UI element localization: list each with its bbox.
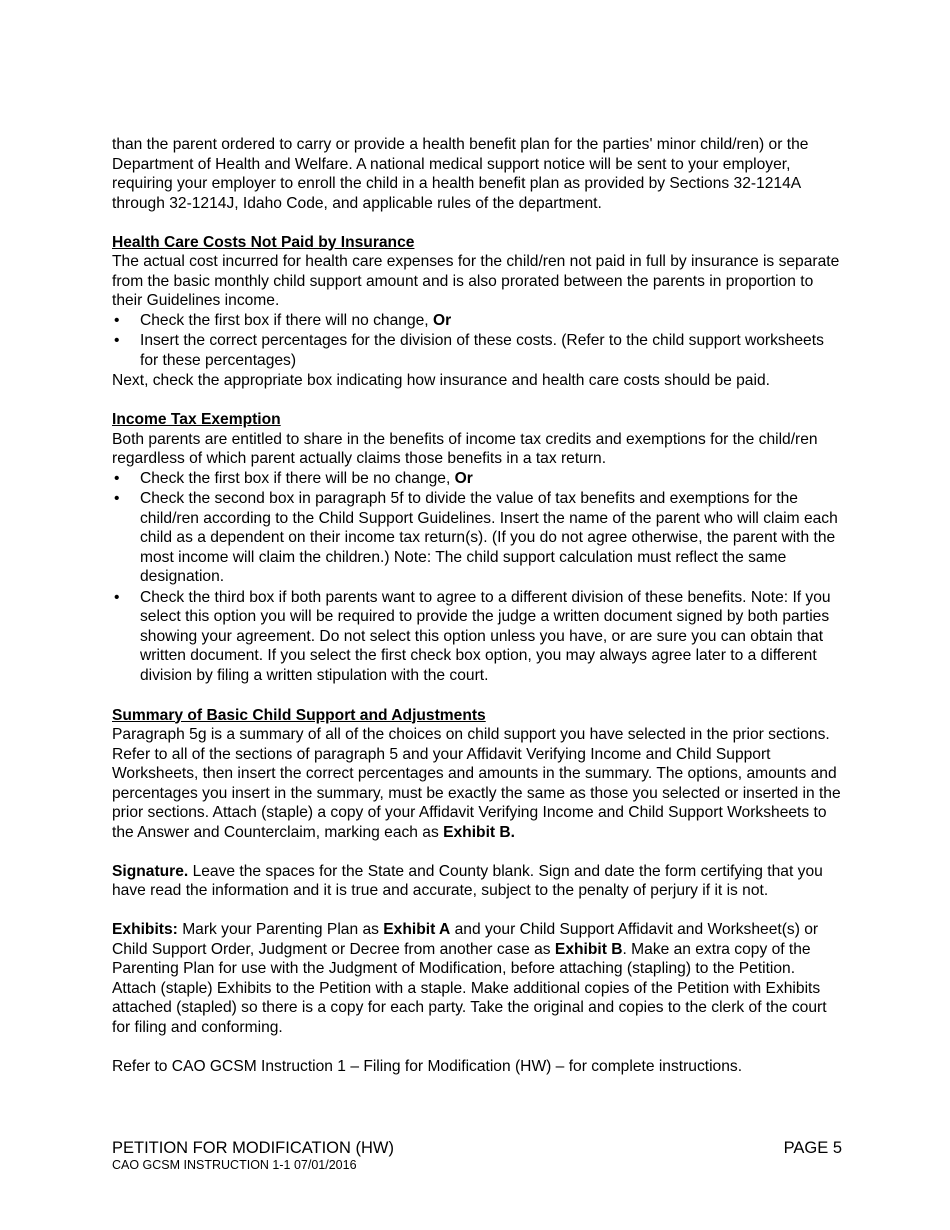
signature-text: Leave the spaces for the State and County blank. Sign and date the form certifying that you have read the information and it is true and accurate, subject to the penalty of perjury if it is not. bbox=[112, 862, 823, 899]
list-item: • Check the third box if both parents want to agree to a different division of these benefits. Note: If you select this option you will be required to provide the judge a written document signed by both parties showing your agreement. Do not select this option unless you have, or are sure you can obtain that written document. If you select the first check box option, you may always agree later to a different division by filing a written stipulation with the court. bbox=[112, 588, 842, 686]
intro-paragraph: than the parent ordered to carry or provide a health benefit plan for the parties' minor child/ren) or the Department of Health and Welfare. A national medical support notice will be sent to your employer, requiring your employer to enroll the child in a health benefit plan as provided by Sections 32-1214A through 32-1214J, Idaho Code, and applicable rules of the department. bbox=[112, 136, 809, 212]
income-tax-heading: Income Tax Exemption bbox=[112, 411, 281, 428]
list-item bbox=[112, 311, 842, 331]
health-care-heading: Health Care Costs Not Paid by Insurance bbox=[112, 233, 415, 251]
document-body bbox=[112, 135, 842, 1076]
refer-paragraph: Refer to CAO GCSM Instruction 1 – Filing for Modification (HW) – for complete instructions. bbox=[112, 1057, 743, 1075]
page-footer bbox=[112, 1138, 842, 1173]
summary-body bbox=[112, 725, 842, 842]
income-tax-list bbox=[112, 469, 842, 686]
footer-title: PETITION FOR MODIFICATION (HW) bbox=[112, 1139, 394, 1157]
bullet-text: Check the first box if there will no change, bbox=[140, 311, 433, 329]
bullet-emphasis: Or bbox=[432, 311, 452, 329]
exhibits-paragraph bbox=[112, 920, 842, 1037]
list-item bbox=[112, 469, 842, 489]
summary-heading: Summary of Basic Child Support and Adjustments bbox=[112, 706, 486, 724]
bullet-text: Check the first box if there will be no change, bbox=[140, 469, 455, 487]
health-care-body: The actual cost incurred for health care expenses for the child/ren not paid in full by insurance is separate from the basic monthly child support amount and is also prorated between the parents in proportion to their Guidelines income. bbox=[112, 253, 840, 309]
exhibits-text: and your Child Support Affidavit and Worksheet(s) or Child Support Order, Judgment or Decree from another case as bbox=[112, 921, 819, 958]
summary-emphasis: Exhibit B. bbox=[443, 823, 516, 841]
signature-label: Signature. bbox=[112, 862, 189, 880]
income-tax-body: Both parents are entitled to share in the benefits of income tax credits and exemptions for the child/ren regardless of which parent actually claims those benefits in a tax return. bbox=[112, 430, 818, 467]
signature-paragraph bbox=[112, 862, 842, 901]
exhibit-a-label: Exhibit A bbox=[383, 921, 451, 938]
exhibits-text: . Make an extra copy of the Parenting Plan for use with the Judgment of Modification, before attaching (stapling) to the Petition. Attach (staple) Exhibits to the Petition with a staple. Make additional copies of the Petition with Exhibits attached (stapled) so there is a copy for each party. Take the original and copies to the clerk of the court for filing and conforming. bbox=[112, 940, 827, 1036]
exhibit-b-label: Exhibit B bbox=[554, 940, 623, 958]
exhibits-text: Mark your Parenting Plan as bbox=[177, 921, 384, 938]
footer-form-id: CAO GCSM INSTRUCTION 1-1 07/01/2016 bbox=[112, 1158, 357, 1172]
health-care-closing: Next, check the appropriate box indicating how insurance and health care costs should be paid. bbox=[112, 372, 770, 389]
health-care-list bbox=[112, 311, 842, 371]
bullet-emphasis: Or bbox=[454, 469, 473, 487]
exhibits-label: Exhibits: bbox=[112, 921, 178, 938]
list-item: • Insert the correct percentages for the division of these costs. (Refer to the child support worksheets for these percentages) bbox=[112, 331, 842, 370]
summary-text: Paragraph 5g is a summary of all of the choices on child support you have selected in the prior sections. Refer to all of the sections of paragraph 5 and your Affidavit Verifying Income and Child Support Worksheets, then insert the correct percentages and amounts in the summary. The options, amounts and percentages you insert in the summary, must be exactly the same as those you selected or inserted in the prior sections. Attach (staple) a copy of your Affidavit Verifying Income and Child Support Worksheets to the Answer and Counterclaim, marking each as bbox=[112, 726, 841, 841]
page-number: PAGE 5 bbox=[783, 1139, 842, 1157]
list-item: • Check the second box in paragraph 5f to divide the value of tax benefits and exemptions for the child/ren according to the Child Support Guidelines. Insert the name of the parent who will claim each child as a dependent on their income tax return(s). (If you do not agree otherwise, the parent with the most income will claim the children.) Note: The child support calculation must reflect the same designation. bbox=[112, 489, 842, 587]
